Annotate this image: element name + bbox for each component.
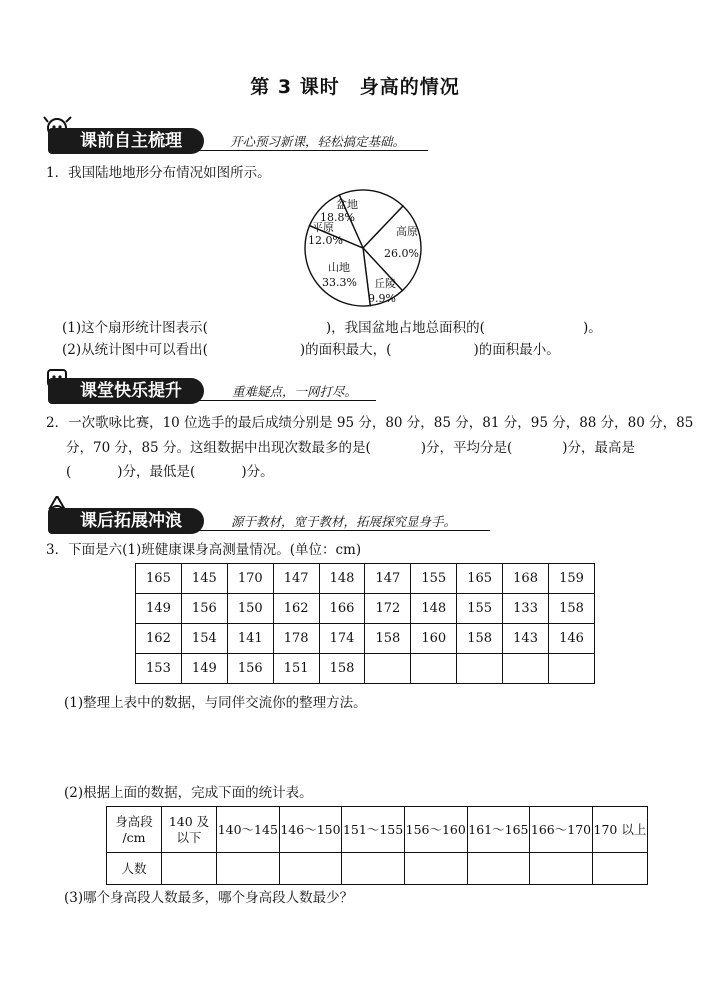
table-row [136, 624, 595, 654]
pie-label-basin-value: 18.8% [320, 211, 355, 224]
q2-line2-text-b: )分，平均分是( [420, 440, 513, 456]
stat-count-cell[interactable] [217, 853, 280, 885]
section-desc: 重难疑点，一网打尽。 [232, 384, 358, 399]
table-cell: 170 [227, 564, 273, 594]
table-cell: 165 [457, 564, 503, 594]
stat-row-label: 人数 [107, 853, 162, 885]
q2-line3-text-b: )分，最低是( [117, 464, 196, 480]
q1-sub2-text-b: )的面积最大，( [299, 342, 392, 358]
table-cell: 172 [365, 594, 411, 624]
pie-label-plateau-name: 高原 [396, 225, 418, 238]
q1-sub1-text-c: )。 [582, 320, 602, 336]
page-title: 第 3 课时 身高的情况 [250, 76, 460, 98]
table-cell: 145 [181, 564, 227, 594]
q3-sub2: (2)根据上面的数据，完成下面的统计表。 [64, 785, 313, 801]
table-cell: 155 [457, 594, 503, 624]
banner-underline [198, 400, 376, 401]
stat-head-range: 161～165 [467, 807, 530, 853]
terrain-pie-chart [298, 186, 428, 314]
pie-label-plain-name: 平原 [312, 221, 334, 234]
table-cell: 141 [227, 624, 273, 654]
table-cell [549, 654, 595, 684]
table-cell: 154 [181, 624, 227, 654]
table-cell [411, 654, 457, 684]
table-row [136, 594, 595, 624]
stat-count-cell[interactable] [162, 853, 217, 885]
section-desc: 源于教材，宽于教材，拓展探究显身手。 [231, 514, 457, 529]
table-cell [503, 654, 549, 684]
table-cell: 158 [457, 624, 503, 654]
section-label: 课堂快乐提升 [48, 378, 204, 404]
q2-line2-text-c: )分，最高是 [562, 440, 636, 456]
height-stat-table [106, 806, 648, 885]
table-cell: 160 [411, 624, 457, 654]
q3-sub3: (3)哪个身高段人数最多，哪个身高段人数最少？ [64, 890, 354, 906]
table-cell: 143 [503, 624, 549, 654]
pie-label-mountain-value: 33.3% [322, 276, 357, 289]
stat-head-label [107, 807, 162, 853]
section-label: 课后拓展冲浪 [48, 508, 204, 534]
q1-sub2-text-c: )的面积最小。 [473, 342, 560, 358]
table-cell: 150 [227, 594, 273, 624]
table-cell: 162 [273, 594, 319, 624]
q2-line2 [66, 438, 635, 458]
q1-sub1-text-a: (1)这个扇形统计图表示( [62, 320, 208, 336]
pie-label-hills-value: 9.9% [368, 292, 396, 305]
stat-count-cell[interactable] [404, 853, 467, 885]
stat-head-140-line1: 140 及 [168, 813, 210, 829]
q2-line2-text-a: 分，70 分，85 分。这组数据中出现次数最多的是( [66, 440, 371, 456]
stat-count-cell[interactable] [467, 853, 530, 885]
pie-label-plateau-value: 26.0% [384, 247, 419, 260]
table-cell: 156 [181, 594, 227, 624]
q2-line3 [66, 462, 274, 482]
q3-intro: 3．下面是六(1)班健康课身高测量情况。(单位：cm) [46, 542, 362, 558]
table-cell: 162 [136, 624, 182, 654]
table-cell: 155 [411, 564, 457, 594]
q2-line3-text-a: ( [66, 464, 72, 480]
pie-label-basin-name: 盆地 [336, 198, 358, 211]
q2-line1: 2．一次歌咏比赛，10 位选手的最后成绩分别是 95 分，80 分，85 分，81 分，95 分，88 分，80 分，85 [46, 415, 694, 431]
table-row [136, 654, 595, 684]
table-cell: 151 [273, 654, 319, 684]
stat-count-cell[interactable] [530, 853, 593, 885]
stat-head-range: 166～170 [530, 807, 593, 853]
section-banner-extend [48, 508, 508, 534]
table-cell [365, 654, 411, 684]
pie-label-plain-value: 12.0% [308, 234, 343, 247]
stat-count-cell[interactable] [592, 853, 647, 885]
section-banner-class [48, 378, 388, 404]
table-cell: 133 [503, 594, 549, 624]
table-cell: 146 [549, 624, 595, 654]
stat-head-label-line1: 身高段 [115, 813, 153, 829]
stat-head-range: 170 以上 [592, 807, 647, 853]
stat-head-label-line2: /cm [122, 829, 146, 845]
banner-underline [198, 530, 490, 531]
table-cell: 149 [181, 654, 227, 684]
table-row [136, 564, 595, 594]
table-cell: 148 [319, 564, 365, 594]
table-cell: 165 [136, 564, 182, 594]
table-cell: 153 [136, 654, 182, 684]
stat-head-range: 140～145 [217, 807, 280, 853]
table-cell: 149 [136, 594, 182, 624]
q1-sub1-text-b: )，我国盆地占地总面积的( [325, 320, 485, 336]
section-label: 课前自主梳理 [48, 128, 204, 154]
table-cell: 147 [273, 564, 319, 594]
stat-count-cell[interactable] [279, 853, 342, 885]
q1-sub2-text-a: (2)从统计图中可以看出( [62, 342, 208, 358]
table-cell: 174 [319, 624, 365, 654]
q2-line3-text-c: )分。 [241, 464, 274, 480]
stat-count-cell[interactable] [342, 853, 405, 885]
stat-head-140-below [162, 807, 217, 853]
table-cell: 147 [365, 564, 411, 594]
table-cell: 156 [227, 654, 273, 684]
pie-label-hills-name: 丘陵 [374, 277, 396, 290]
table-cell: 158 [319, 654, 365, 684]
section-banner-preview [48, 128, 448, 154]
table-cell [457, 654, 503, 684]
table-cell: 148 [411, 594, 457, 624]
banner-underline [198, 150, 428, 151]
section-desc: 开心预习新课，轻松搞定基础。 [230, 134, 406, 149]
q1-sub1 [62, 318, 602, 338]
stat-head-range: 151～155 [342, 807, 405, 853]
table-cell: 158 [365, 624, 411, 654]
pie-label-mountain-name: 山地 [328, 261, 350, 274]
stat-head-range: 146～150 [279, 807, 342, 853]
stat-head-range: 156～160 [404, 807, 467, 853]
table-cell: 168 [503, 564, 549, 594]
table-cell: 178 [273, 624, 319, 654]
stat-head-140-line2: 以下 [176, 829, 202, 845]
height-data-table [135, 563, 595, 684]
stat-header-row [107, 807, 648, 853]
q1-sub2 [62, 340, 560, 360]
q1-intro: 1．我国陆地地形分布情况如图所示。 [46, 165, 271, 181]
table-cell: 158 [549, 594, 595, 624]
table-cell: 159 [549, 564, 595, 594]
stat-count-row [107, 853, 648, 885]
table-cell: 166 [319, 594, 365, 624]
q3-sub1: (1)整理上表中的数据，与同伴交流你的整理方法。 [64, 695, 367, 711]
